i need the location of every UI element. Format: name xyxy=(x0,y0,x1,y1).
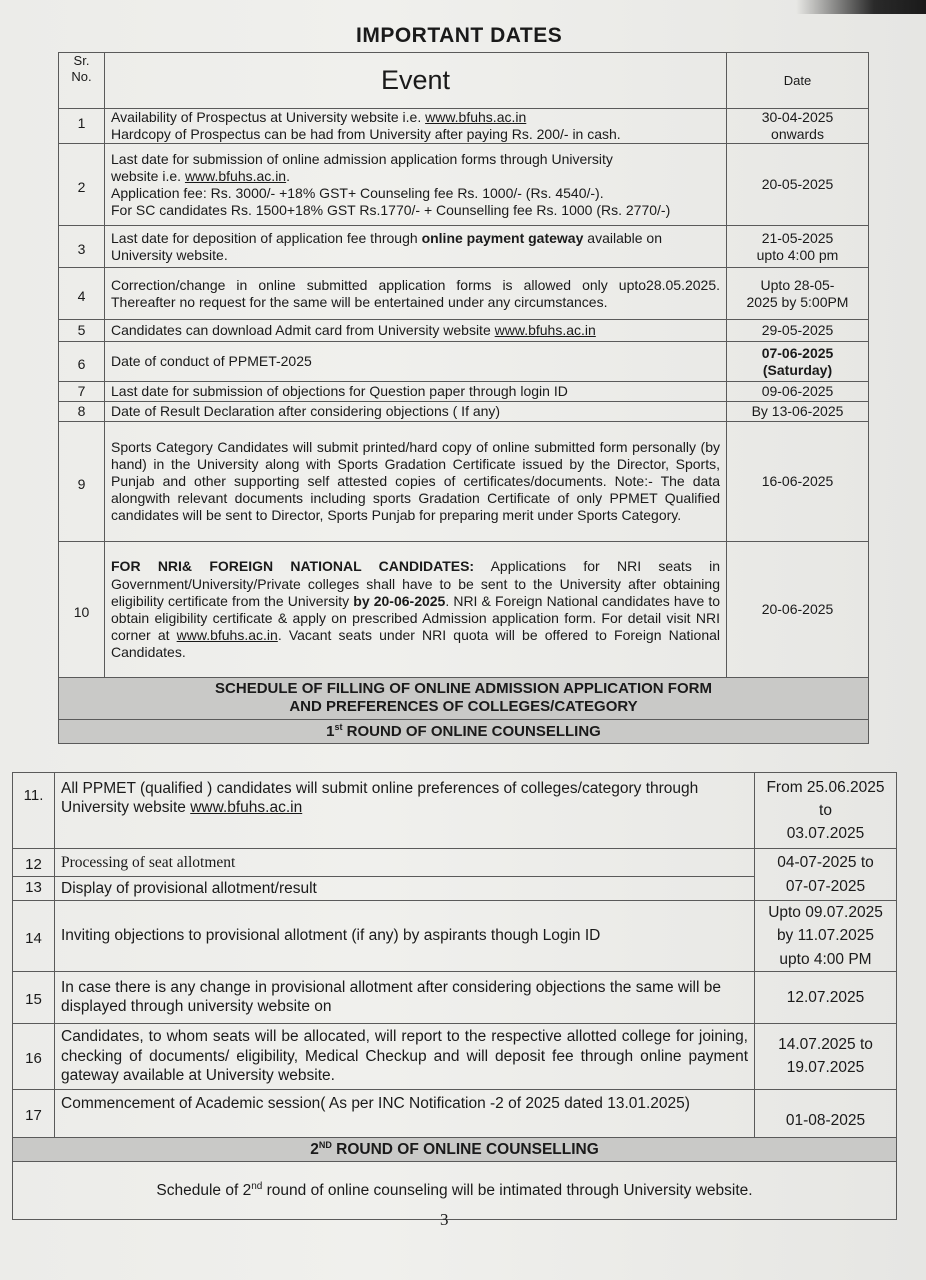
university-link[interactable]: www.bfuhs.ac.in xyxy=(494,322,596,339)
table-row: 13 Display of provisional allotment/result xyxy=(13,877,897,901)
event-cell: Correction/change in online submitted application forms is allowed only upto28.05.2025. Thereafter no request for the same will be entertained under any circumstances. xyxy=(105,268,727,320)
table-row: 11. All PPMET (qualified ) candidates will submit online preferences of colleges/category through University website www.bfuhs.ac.in From 25.06.2025 to 03.07.2025 xyxy=(13,773,897,849)
round-2-note: Schedule of 2nd round of online counseling will be intimated through University website. xyxy=(13,1162,897,1220)
table-row: 4 Correction/change in online submitted application forms is allowed only upto28.05.2025. Thereafter no request for the same will be entertained under any circumstances. Upto 28-05- 2025 by 5:00PM xyxy=(59,268,869,320)
round-2-note-row xyxy=(13,1162,897,1220)
table-row: 1 Availability of Prospectus at University website i.e. www.bfuhs.ac.in Hardcopy of Prospectus can be had from University after paying Rs. 200/- in cash. 30-04-2025 onwards xyxy=(59,109,869,144)
date-header: Date xyxy=(727,53,869,109)
table-row: 7 Last date for submission of objections for Question paper through login ID 09-06-2025 xyxy=(59,382,869,402)
table-row: 10 FOR NRI& FOREIGN NATIONAL CANDIDATES: Applications for NRI seats in Government/University/Private colleges shall have to be sent to the University after obtaining eligibility certificate from the University by 20-06-2025. NRI & Foreign National candidates have to obtain eligibility certificate & apply on prescribed Admission application form. For detail visit NRI corner at www.bfuhs.ac.in. Vacant seats under NRI quota will be offered to Foreign National Candidates. 20-06-2025 xyxy=(59,542,869,678)
event-cell: Last date for submission of online admission application forms through University website i.e. www.bfuhs.ac.in. Application fee: Rs. 3000/- +18% GST+ Counseling fee Rs. 1000/- (Rs. 4540/-). For SC candidates Rs. 1500+18% GST Rs.1770/- + Counselling fee Rs. 1000 (Rs. 2770/-) xyxy=(105,144,727,226)
round-2-heading: 2ND ROUND OF ONLINE COUNSELLING xyxy=(13,1137,897,1162)
table-row: 15 In case there is any change in provisional allotment after considering objections the same will be displayed through university website on 12.07.2025 xyxy=(13,971,897,1023)
important-dates-table xyxy=(58,52,869,744)
event-cell: Processing of seat allotment xyxy=(55,849,755,877)
table-row: 6 Date of conduct of PPMET-2025 07-06-2025 (Saturday) xyxy=(59,342,869,382)
section-heading-row xyxy=(59,678,869,720)
table-row: 5 Candidates can download Admit card from University website www.bfuhs.ac.in 29-05-2025 xyxy=(59,320,869,342)
event-cell: In case there is any change in provisional allotment after considering objections the same will be displayed through university website on xyxy=(55,971,755,1023)
table-row: 14 Inviting objections to provisional allotment (if any) by aspirants though Login ID Upto 09.07.2025 by 11.07.2025 upto 4:00 PM xyxy=(13,901,897,972)
round-heading-row xyxy=(13,1137,897,1162)
table-header-row xyxy=(59,53,869,109)
event-cell: Candidates can download Admit card from University website www.bfuhs.ac.in xyxy=(105,320,727,342)
table-row: 3 Last date for deposition of application fee through online payment gateway available on University website. 21-05-2025 upto 4:00 pm xyxy=(59,226,869,268)
event-cell: All PPMET (qualified ) candidates will submit online preferences of colleges/category through University website www.bfuhs.ac.in xyxy=(55,773,755,849)
university-link[interactable]: www.bfuhs.ac.in xyxy=(425,109,527,125)
round-1-heading: 1st ROUND OF ONLINE COUNSELLING xyxy=(59,719,869,743)
event-cell: Last date for submission of objections for Question paper through login ID xyxy=(105,382,727,402)
event-cell: Candidates, to whom seats will be allocated, will report to the respective allotted college for joining, checking of documents/ eligibility, Medical Checkup and will deposit fee through online payment gateway available at University website. xyxy=(55,1023,755,1089)
table-row: 8 Date of Result Declaration after considering objections ( If any) By 13-06-2025 xyxy=(59,402,869,422)
event-cell: Inviting objections to provisional allotment (if any) by aspirants though Login ID xyxy=(55,901,755,972)
page-title: IMPORTANT DATES xyxy=(356,24,563,47)
section-heading: SCHEDULE OF FILLING OF ONLINE ADMISSION APPLICATION FORM AND PREFERENCES OF COLLEGES/CATEGORY xyxy=(59,678,869,720)
page-number: 3 xyxy=(440,1210,449,1229)
sr-no-header: Sr. No. xyxy=(59,53,105,109)
table-row: 17 Commencement of Academic session( As per INC Notification -2 of 2025 dated 13.01.2025) 01-08-2025 xyxy=(13,1089,897,1137)
event-cell: Sports Category Candidates will submit printed/hard copy of online submitted form personally (by hand) in the University along with Sports Gradation Certificate issued by the Director, Sports, Punjab and other supporting self attested copies of certificates/documents. Note:- The data alongwith relevant documents including sports Gradation Certificate of only PPMET Qualified candidates will be sent to Director, Sports Punjab for preparing merit under Sports Category. xyxy=(105,422,727,542)
counselling-schedule-table xyxy=(12,772,897,1220)
table-row: 12 Processing of seat allotment 04-07-2025 to 07-07-2025 xyxy=(13,849,897,877)
round-heading-row xyxy=(59,719,869,743)
event-cell: Last date for deposition of application fee through online payment gateway available on University website. xyxy=(105,226,727,268)
university-link[interactable]: www.bfuhs.ac.in xyxy=(176,626,278,643)
table-row: 16 Candidates, to whom seats will be allocated, will report to the respective allotted college for joining, checking of documents/ eligibility, Medical Checkup and will deposit fee through online payment gateway available at University website. 14.07.2025 to 19.07.2025 xyxy=(13,1023,897,1089)
event-cell: FOR NRI& FOREIGN NATIONAL CANDIDATES: Applications for NRI seats in Government/University/Private colleges shall have to be sent to the University after obtaining eligibility certificate from the University by 20-06-2025. NRI & Foreign National candidates have to obtain eligibility certificate & apply on prescribed Admission application form. For detail visit NRI corner at www.bfuhs.ac.in. Vacant seats under NRI quota will be offered to Foreign National Candidates. xyxy=(105,542,727,678)
university-link[interactable]: www.bfuhs.ac.in xyxy=(190,799,303,817)
university-link[interactable]: www.bfuhs.ac.in xyxy=(184,167,287,184)
page-edge-shadow xyxy=(796,0,926,14)
event-cell: Date of conduct of PPMET-2025 xyxy=(105,342,727,382)
event-cell: Commencement of Academic session( As per INC Notification -2 of 2025 dated 13.01.2025) xyxy=(55,1089,755,1137)
event-cell: Availability of Prospectus at University website i.e. www.bfuhs.ac.in Hardcopy of Prospectus can be had from University after paying Rs. 200/- in cash. xyxy=(105,109,727,144)
event-cell: Date of Result Declaration after considering objections ( If any) xyxy=(105,402,727,422)
event-header: Event xyxy=(105,53,727,109)
table-row: 2 Last date for submission of online admission application forms through University website i.e. www.bfuhs.ac.in. Application fee: Rs. 3000/- +18% GST+ Counseling fee Rs. 1000/- (Rs. 4540/-). For SC candidates Rs. 1500+18% GST Rs.1770/- + Counselling fee Rs. 1000 (Rs. 2770/-) 20-05-2025 xyxy=(59,144,869,226)
event-cell: Display of provisional allotment/result xyxy=(55,877,755,901)
table-row: 9 Sports Category Candidates will submit printed/hard copy of online submitted form personally (by hand) in the University along with Sports Gradation Certificate issued by the Director, Sports, Punjab and other supporting self attested copies of certificates/documents. Note:- The data alongwith relevant documents including sports Gradation Certificate of only PPMET Qualified candidates will be sent to Director, Sports Punjab for preparing merit under Sports Category. 16-06-2025 xyxy=(59,422,869,542)
